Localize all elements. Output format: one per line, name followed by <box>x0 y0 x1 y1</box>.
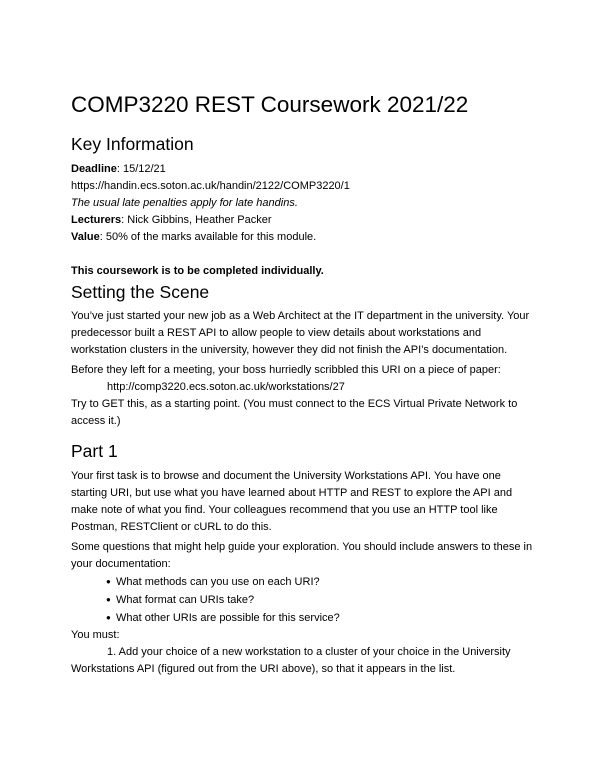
scene-paragraph-1: You’ve just started your new job as a Web Architect at the IT department in the university. Your predecessor built a REST API to allow people to view details about workstations and workstation clusters in the university, however they did not finish the API’s documentation. <box>71 310 530 356</box>
lecturers-label: Lecturers <box>71 214 122 226</box>
late-penalty-note: The usual late penalties apply for late handins. <box>71 197 298 209</box>
handin-url: https://handin.ecs.soton.ac.uk/handin/2122/COMP3220/1 <box>71 180 350 192</box>
list-item: ● What format can URIs take? <box>71 591 541 609</box>
value-line <box>71 229 541 246</box>
setting-the-scene-heading: Setting the Scene <box>71 282 210 302</box>
starting-uri: http://comp3220.ecs.soton.ac.uk/workstations/27 <box>107 381 345 393</box>
question-list <box>71 573 541 627</box>
individual-note: This coursework is to be completed individually. <box>71 265 324 277</box>
task-1-second-line: Workstations API (figured out from the URI above), so that it appears in the list. <box>71 663 456 675</box>
scene-paragraph-2: Before they left for a meeting, your boss hurriedly scribbled this URI on a piece of paper: http://comp3220.ecs.soton.ac.uk/workstations/27 Try to GET this, as a starting point. (You must connect to the ECS Virtual Private Network to access it.) <box>71 362 541 430</box>
list-item: ● What methods can you use on each URI? <box>71 573 541 591</box>
list-item: ● What other URIs are possible for this service? <box>71 609 541 627</box>
lecturers-line <box>71 212 541 229</box>
part-1-paragraph-1: Your first task is to browse and document the University Workstations API. You have one starting URI, but use what you have learned about HTTP and REST to explore the API and make note of what you find. Your colleagues recommend that you use an HTTP tool like Postman, RESTClient or cURL to do this. <box>71 470 513 533</box>
deadline-value: : 15/12/21 <box>116 163 166 175</box>
part-1-paragraph-2: Some questions that might help guide your exploration. You should include answers to these in your documentation: ● What methods can you use on each URI? ● What format can URIs take? ● What other URIs are possible for this service? <box>71 539 541 627</box>
part-1-tasks <box>71 627 541 678</box>
value-label: Value <box>71 231 100 243</box>
deadline-label: Deadline <box>71 163 117 175</box>
part-1-heading: Part 1 <box>71 441 118 461</box>
value-value: : 50% of the marks available for this module. <box>99 231 317 243</box>
you-must-label: You must: <box>71 629 120 641</box>
key-information-heading: Key Information <box>71 134 194 154</box>
key-information-block <box>71 161 541 280</box>
task-1-first-line: 1. Add your choice of a new workstation to a cluster of your choice in the University <box>107 646 511 658</box>
document-title: COMP3220 REST Coursework 2021/22 <box>71 92 469 117</box>
lecturers-value: : Nick Gibbins, Heather Packer <box>121 214 272 226</box>
deadline-line <box>71 161 541 178</box>
